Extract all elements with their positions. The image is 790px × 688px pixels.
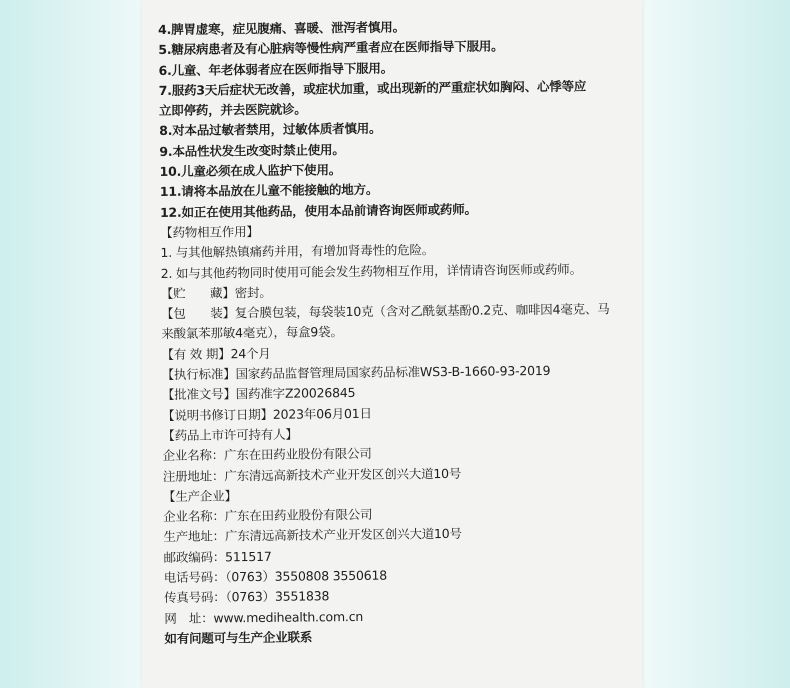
precaution-item: 5.糖尿病患者及有心脏病等慢性病严重者应在医师指导下服用。 [158,38,504,58]
revision-value: 2023年06月01日 [272,405,372,422]
precaution-item: 11.请将本品放在儿童不能接触的地方。 [159,182,379,200]
packaging-value: 复合膜包装，每袋装10克（含对乙酰氨基酚0.2克、咖啡因4毫克、马 [234,301,610,321]
standard-label: 【执行标准】 [161,366,236,383]
manufacturer-company: 企业名称：广东在田药业股份有限公司 [163,506,373,525]
storage-value: 密封。 [234,284,272,301]
leaflet-content [158,15,635,649]
precaution-item: 6.儿童、年老体弱者应在医师指导下服用。 [158,60,394,78]
approval-value: 国药准字Z20026845 [235,385,356,402]
validity-label: 【有 效 期】 [161,346,231,362]
manufacturer-address: 生产地址：广东清远高新技术产业开发区创兴大道10号 [163,526,462,545]
manufacturer-fax: 传真号码：（0763）3551838 [163,588,330,606]
contact-note: 如有问题可与生产企业联系 [164,629,313,646]
precaution-item: 4.脾胃虚寒，症见腹痛、喜暖、泄泻者慎用。 [158,19,405,37]
precaution-item: 7.服药3天后症状无改善，或症状加重，或出现新的严重症状如胸闷、心悸等应 [158,78,587,98]
storage-label: 【贮 藏】 [160,285,235,301]
holder-heading: 【药品上市许可持有人】 [162,426,298,443]
manufacturer-phone: 电话号码：（0763）3550808 3550618 [163,567,388,585]
holder-address: 注册地址：广东清远高新技术产业开发区创兴大道10号 [162,465,462,484]
interactions-heading: 【药物相互作用】 [160,223,259,240]
validity-value: 24个月 [230,345,271,362]
precaution-item-continuation: 立即停药，并去医院就诊。 [158,101,307,119]
precaution-item: 8.对本品过敏者禁用，过敏体质者慎用。 [159,121,382,139]
packaging-continuation: 来酸氯苯那敏4毫克），每盒9袋。 [161,324,343,342]
holder-company: 企业名称：广东在田药业股份有限公司 [162,446,372,464]
packaging-label: 【包 装】 [160,305,235,322]
manufacturer-website: 网 址：www.medihealth.com.cn [164,608,364,626]
manufacturer-heading: 【生产企业】 [162,488,237,504]
standard-value: 国家药品监督管理局国家药品标准WS3-B-1660-93-2019 [235,362,551,382]
approval-label: 【批准文号】 [161,386,236,403]
revision-label: 【说明书修订日期】 [162,406,273,423]
interaction-item: 1. 与其他解热镇痛药并用，有增加肾毒性的危险。 [160,242,435,261]
precaution-item: 9.本品性状发生改变时禁止使用。 [159,141,345,159]
precaution-item: 12.如正在使用其他药品，使用本品前请咨询医师或药师。 [159,201,477,220]
precaution-item: 10.儿童必须在成人监护下使用。 [159,162,342,180]
interaction-item: 2. 如与其他药物同时使用可能会发生药物相互作用，详情请咨询医师或药师。 [160,261,582,281]
manufacturer-postcode: 邮政编码：511517 [163,548,272,565]
